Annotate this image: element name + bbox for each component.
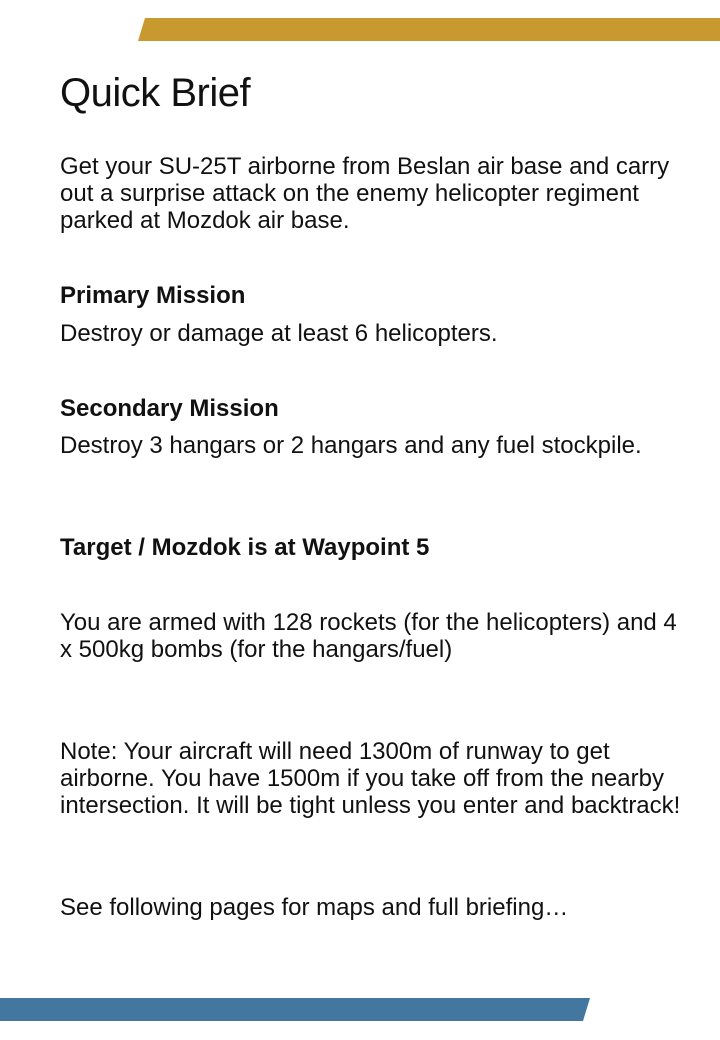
intro-paragraph: Get your SU-25T airborne from Beslan air base and carry out a surprise attack on the enemy helicopter regiment parked at Mozdok air base. xyxy=(60,153,670,234)
footer-paragraph: See following pages for maps and full briefing… xyxy=(60,894,569,921)
secondary-mission-text: Destroy 3 hangars or 2 hangars and any fuel stockpile. xyxy=(60,432,642,459)
secondary-mission-heading: Secondary Mission xyxy=(60,395,279,422)
armament-paragraph: You are armed with 128 rockets (for the helicopters) and 4 x 500kg bombs (for the hangars/fuel) xyxy=(60,609,677,663)
target-waypoint-heading: Target / Mozdok is at Waypoint 5 xyxy=(60,534,430,561)
top-accent-bar xyxy=(138,18,720,41)
runway-note-paragraph: Note: Your aircraft will need 1300m of runway to get airborne. You have 1500m if you take off from the nearby intersection. It will be tight unless you enter and backtrack! xyxy=(60,738,681,819)
primary-mission-heading: Primary Mission xyxy=(60,282,246,309)
primary-mission-text: Destroy or damage at least 6 helicopters. xyxy=(60,320,498,347)
page-title: Quick Brief xyxy=(60,71,251,115)
bottom-accent-bar xyxy=(0,998,590,1021)
